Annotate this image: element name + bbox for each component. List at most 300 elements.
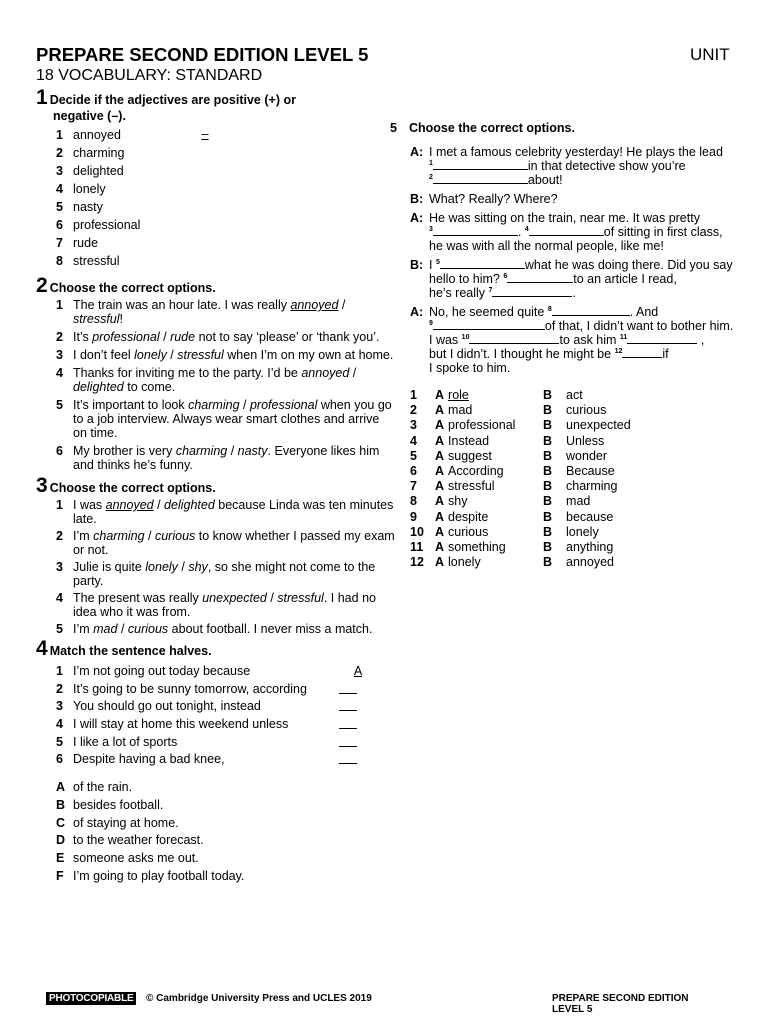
item-number: 4 xyxy=(56,591,63,605)
option-b-letter: B xyxy=(543,555,553,570)
separator: / xyxy=(338,298,346,312)
item-text: not to say ‘please’ or ‘thank you’. xyxy=(195,330,380,344)
item-number: 4 xyxy=(56,717,63,732)
option-1[interactable]: annoyed xyxy=(290,298,339,312)
option-a[interactable] xyxy=(435,449,543,464)
option-number: 5 xyxy=(410,448,417,463)
option-a[interactable] xyxy=(435,434,543,449)
option-b[interactable] xyxy=(543,494,590,509)
option-a-letter: A xyxy=(435,509,445,524)
option-a-text: despite xyxy=(448,509,489,524)
option-a[interactable] xyxy=(435,418,543,433)
option-row xyxy=(410,525,631,540)
exercise-2-heading xyxy=(36,276,396,296)
dialogue xyxy=(390,145,750,375)
option-b-text: act xyxy=(566,388,583,402)
option-b-text: anything xyxy=(566,539,614,554)
separator: / xyxy=(266,591,278,605)
item-number: 1 xyxy=(56,664,63,678)
gap-number: 12 xyxy=(614,347,623,355)
photocopiable-badge: PHOTOCOPIABLE xyxy=(46,992,136,1005)
dialogue-line xyxy=(390,192,750,206)
item-number: 6 xyxy=(56,218,63,232)
item-text: delighted xyxy=(73,164,124,178)
list-item xyxy=(56,734,396,752)
item-number: 3 xyxy=(56,699,63,714)
item-number: 3 xyxy=(56,164,63,178)
item-text: I like a lot of sports xyxy=(73,734,178,749)
option-b-text: Because xyxy=(566,463,615,478)
option-b-letter: B xyxy=(543,494,553,509)
dialogue-text: in that detective show you’re xyxy=(527,159,686,173)
list-item xyxy=(56,252,396,270)
option-b-text: mad xyxy=(566,494,591,509)
option-a-text: professional xyxy=(448,418,516,433)
list-item xyxy=(56,144,396,162)
option-a-text: According xyxy=(448,463,504,478)
list-item xyxy=(56,779,396,797)
gap-number: 11 xyxy=(619,333,628,341)
gap-number: 5 xyxy=(435,258,440,266)
page-subtitle: 18 VOCABULARY: STANDARD xyxy=(36,67,263,84)
option-a-letter: A xyxy=(435,418,445,433)
option-b-text: charming xyxy=(566,479,618,494)
gap-1[interactable] xyxy=(433,159,528,170)
list-item xyxy=(56,126,396,144)
item-text: of staying at home. xyxy=(73,815,179,830)
dialogue-text: of sitting in first class, xyxy=(603,225,723,239)
item-number: 5 xyxy=(56,200,63,214)
option-row xyxy=(410,464,631,479)
option-b-text: unexpected xyxy=(566,418,631,433)
exercise-instruction: Choose the correct options. xyxy=(408,121,575,135)
dialogue-text: I met a famous celebrity yesterday! He plays the lead xyxy=(429,145,723,159)
option-a[interactable] xyxy=(435,479,543,494)
answer-blank[interactable] xyxy=(339,699,357,711)
option-a-text: lonely xyxy=(448,555,481,570)
answer-blank[interactable] xyxy=(339,682,357,694)
item-text: I’m going to play football today. xyxy=(73,868,245,883)
item-text: professional xyxy=(73,218,141,232)
option-row xyxy=(410,540,631,555)
option-number: 12 xyxy=(410,555,424,570)
exercise-number: 1 xyxy=(36,86,48,109)
option-a-letter: A xyxy=(435,494,445,509)
option-a-letter: A xyxy=(435,388,445,402)
dialogue-line: B: I $^5$ what he was doing there. Did you say hello to him? $^6$ to an article I read, he’s really $^7$ . xyxy=(410,258,733,300)
option-a[interactable] xyxy=(435,540,543,555)
example-answer: A xyxy=(353,664,363,678)
option-number: 2 xyxy=(410,403,417,418)
item-text: Despite having a bad knee, xyxy=(73,752,225,767)
gap-9[interactable] xyxy=(433,319,545,330)
item-number: 8 xyxy=(56,254,63,268)
option-number: 10 xyxy=(410,524,424,539)
dialogue-text: to ask him xyxy=(559,333,617,347)
option-b[interactable] xyxy=(543,449,607,464)
option-a[interactable] xyxy=(435,403,543,418)
dialogue-line: A: He was sitting on the train, near me. It was pretty $^3$ . $^4$ of sitting in first class, he was with all the normal people, like me! xyxy=(410,211,723,253)
exercise-number: 5 xyxy=(390,121,397,135)
item-text: , so she might not come to the party. xyxy=(73,560,376,588)
gap-number: 1 xyxy=(429,159,433,167)
option-a[interactable] xyxy=(435,388,543,403)
option-b[interactable] xyxy=(543,403,606,418)
options-list xyxy=(36,298,396,472)
option-2[interactable]: delighted xyxy=(73,380,124,394)
option-b-text: wonder xyxy=(566,448,608,463)
separator: / xyxy=(227,444,238,458)
option-1[interactable]: charming xyxy=(93,529,145,543)
list-item xyxy=(56,832,396,850)
option-b-text: because xyxy=(566,509,614,524)
dialogue-text: hello to him? xyxy=(429,272,500,286)
item-text: rude xyxy=(73,236,99,250)
left-column xyxy=(36,88,396,885)
item-text: . Everyone likes him and thinks he’s funny. xyxy=(73,444,380,472)
item-number: 5 xyxy=(56,622,63,636)
item-text: charming xyxy=(73,146,125,160)
item-letter: D xyxy=(56,833,66,848)
gap-2[interactable] xyxy=(433,173,528,184)
item-text: when I’m on my own at home. xyxy=(223,348,394,362)
speaker-label: A: xyxy=(410,211,424,225)
option-b-letter: B xyxy=(543,539,553,554)
option-a-letter: A xyxy=(435,479,445,494)
exercise-3-heading xyxy=(36,476,396,496)
item-number: 7 xyxy=(56,236,63,250)
exercise-number: 3 xyxy=(36,474,48,497)
exercise-instruction: Choose the correct options. xyxy=(49,281,216,295)
option-b-letter: B xyxy=(543,479,553,494)
list-item xyxy=(56,751,396,769)
gap-number: 10 xyxy=(461,333,470,341)
item-number: 5 xyxy=(56,398,63,412)
item-text: I was xyxy=(73,498,106,512)
option-1[interactable]: charming xyxy=(175,444,228,458)
item-number: 3 xyxy=(56,560,63,574)
exercise-4 xyxy=(36,639,396,885)
dialogue-text: , xyxy=(700,333,705,347)
item-text: I’m xyxy=(73,529,94,543)
item-text: I’m not going out today because xyxy=(73,664,251,678)
option-a-text: curious xyxy=(448,524,489,539)
dialogue-text: I spoke to him. xyxy=(429,361,511,375)
dialogue-text: . And xyxy=(629,305,659,319)
gap-3[interactable] xyxy=(433,225,518,236)
exercise-instruction: Choose the correct options. xyxy=(49,481,216,495)
option-b-letter: B xyxy=(543,448,553,463)
page-title: PREPARE SECOND EDITION LEVEL 5 xyxy=(36,44,369,65)
dialogue-line xyxy=(390,145,750,187)
option-1[interactable]: lonely xyxy=(134,348,167,362)
list-item xyxy=(56,366,396,394)
option-a[interactable] xyxy=(435,510,543,525)
list-item xyxy=(56,815,396,833)
exercise-1-heading xyxy=(36,88,396,108)
item-text: stressful xyxy=(73,254,120,268)
item-text: I don’t feel xyxy=(73,348,135,362)
exercise-instruction: Decide if the adjectives are positive (+) or xyxy=(49,93,296,107)
list-item xyxy=(56,198,396,216)
answer-blank[interactable] xyxy=(339,735,357,747)
exercise-number: 4 xyxy=(36,637,48,660)
list-item xyxy=(56,850,396,868)
sentence-halves-list xyxy=(36,663,396,769)
item-number: 1 xyxy=(56,498,63,512)
item-number: 5 xyxy=(56,734,63,749)
list-item xyxy=(56,330,396,344)
gap-number: 3 xyxy=(429,225,433,233)
option-number: 8 xyxy=(410,494,417,509)
option-a-letter: A xyxy=(435,463,445,478)
gap-12[interactable] xyxy=(622,347,662,358)
list-item xyxy=(56,398,396,440)
item-text: The train was an hour late. I was really xyxy=(73,298,291,312)
item-text: I’m xyxy=(73,622,94,636)
option-number: 6 xyxy=(410,463,417,478)
unit-label: UNIT xyxy=(690,45,730,64)
option-b-letter: B xyxy=(543,388,553,402)
dialogue-text: but I didn’t. I thought he might be xyxy=(429,347,612,361)
option-row xyxy=(410,479,631,494)
option-number: 4 xyxy=(410,433,417,448)
dialogue-line xyxy=(390,305,750,375)
option-2[interactable]: stressful xyxy=(73,312,120,326)
item-text: I will stay at home this weekend unless xyxy=(73,717,289,732)
speaker-label: B: xyxy=(410,258,424,272)
option-1[interactable]: lonely xyxy=(145,560,178,574)
option-a-letter: A xyxy=(435,539,445,554)
item-number: 3 xyxy=(56,348,63,362)
option-1[interactable]: charming xyxy=(188,398,240,412)
option-2[interactable]: rude xyxy=(170,330,196,344)
adjective-list xyxy=(36,126,396,270)
list-item xyxy=(56,180,396,198)
speaker-label: B: xyxy=(410,192,424,206)
option-a[interactable] xyxy=(435,525,543,540)
item-number: 1 xyxy=(56,298,63,312)
item-number: 6 xyxy=(56,752,63,767)
right-column xyxy=(390,120,750,380)
dialogue-text: he’s really xyxy=(429,286,486,300)
option-b-text: annoyed xyxy=(566,555,614,570)
option-b[interactable] xyxy=(543,464,615,479)
option-2[interactable]: professional xyxy=(249,398,318,412)
separator: / xyxy=(349,366,357,380)
dialogue-text: what he was doing there. Did you say xyxy=(524,258,733,272)
option-a-text: suggest xyxy=(448,448,492,463)
item-number: 2 xyxy=(56,330,63,344)
option-2[interactable]: shy xyxy=(188,560,208,574)
option-1[interactable]: professional xyxy=(92,330,160,344)
list-item xyxy=(56,529,396,557)
option-a-text: role xyxy=(448,388,469,402)
list-item xyxy=(56,348,396,362)
dialogue-text: What? Really? Where? xyxy=(429,192,558,206)
option-b-letter: B xyxy=(543,433,553,448)
list-item xyxy=(56,498,396,526)
option-1[interactable]: mad xyxy=(93,622,118,636)
separator: / xyxy=(144,529,155,543)
gap-8[interactable] xyxy=(552,305,630,316)
option-b[interactable] xyxy=(543,388,583,403)
sentence-endings-list xyxy=(36,779,396,885)
speaker-label: A: xyxy=(410,305,424,319)
option-b-letter: B xyxy=(543,403,553,418)
item-text: Julie is quite xyxy=(73,560,146,574)
option-2[interactable]: stressful xyxy=(277,591,324,605)
item-text: My brother is very xyxy=(73,444,176,458)
gap-10[interactable] xyxy=(469,333,559,344)
separator: / xyxy=(153,498,165,512)
copyright-text: © Cambridge University Press and UCLES 2019 xyxy=(146,993,372,1004)
gap-11[interactable] xyxy=(627,333,697,344)
option-1[interactable]: annoyed xyxy=(105,498,154,512)
item-text: It’s xyxy=(73,330,93,344)
exercise-number: 2 xyxy=(36,274,48,297)
option-b[interactable] xyxy=(543,525,599,540)
option-2[interactable]: curious xyxy=(154,529,196,543)
footer-title: PREPARE SECOND EDITION LEVEL 5 xyxy=(552,993,689,1015)
dialogue-text: he was with all the normal people, like me! xyxy=(429,239,664,253)
gap-6[interactable] xyxy=(507,272,573,283)
list-item xyxy=(56,444,396,472)
option-a-text: Instead xyxy=(448,433,490,448)
item-text: You should go out tonight, instead xyxy=(73,699,261,714)
option-a-letter: A xyxy=(435,448,445,463)
gap-7[interactable] xyxy=(492,286,572,297)
option-b[interactable] xyxy=(543,479,617,494)
option-b-letter: B xyxy=(543,524,553,539)
item-number: 2 xyxy=(56,529,63,543)
list-item xyxy=(56,797,396,815)
option-a-letter: A xyxy=(435,433,445,448)
option-number: 3 xyxy=(410,418,417,433)
item-number: 4 xyxy=(56,366,63,380)
item-text: when you go to a job interview. Always wear smart clothes and arrive on time. xyxy=(73,398,392,440)
dialogue-text: I xyxy=(429,258,433,272)
option-b[interactable] xyxy=(543,434,604,449)
option-2[interactable]: curious xyxy=(127,622,169,636)
item-text: nasty xyxy=(73,200,103,214)
option-b-letter: B xyxy=(543,418,553,433)
option-a-text: stressful xyxy=(448,479,495,494)
option-b[interactable] xyxy=(543,555,614,570)
item-text: about football. I never miss a match. xyxy=(168,622,373,636)
option-b[interactable] xyxy=(543,418,631,433)
option-row xyxy=(410,403,631,418)
list-item xyxy=(56,868,396,886)
option-row xyxy=(410,418,631,433)
option-2[interactable]: delighted xyxy=(164,498,215,512)
option-b[interactable] xyxy=(543,540,613,555)
item-text: lonely xyxy=(73,182,106,196)
item-number: 6 xyxy=(56,444,63,458)
option-a-text: something xyxy=(448,539,506,554)
list-item xyxy=(56,622,396,636)
exercise-instruction: Match the sentence halves. xyxy=(49,644,212,658)
dialogue-text: about! xyxy=(527,173,563,187)
gap-number: 6 xyxy=(503,272,508,280)
option-a-letter: A xyxy=(435,555,445,570)
item-text: of the rain. xyxy=(73,780,133,795)
list-item xyxy=(56,663,396,681)
list-item xyxy=(56,560,396,588)
item-text: The present was really xyxy=(73,591,203,605)
option-1[interactable]: annoyed xyxy=(301,366,350,380)
dialogue-text: of that, I didn’t want to bother him. xyxy=(544,319,734,333)
exercise-4-heading xyxy=(36,639,396,659)
list-item xyxy=(56,162,396,180)
item-text: someone asks me out. xyxy=(73,850,199,865)
list-item xyxy=(56,216,396,234)
list-item xyxy=(56,681,396,699)
option-row xyxy=(410,510,631,525)
option-b-text: Unless xyxy=(566,433,605,448)
options-list xyxy=(36,498,396,636)
option-2[interactable]: stressful xyxy=(177,348,224,362)
list-item xyxy=(56,591,396,619)
gap-5[interactable] xyxy=(440,258,525,269)
item-text: to come. xyxy=(123,380,176,394)
gap-number: 9 xyxy=(429,319,433,327)
answer-blank[interactable] xyxy=(339,717,357,729)
dialogue-text: I was xyxy=(429,333,459,347)
option-2[interactable]: nasty xyxy=(237,444,268,458)
gap-number: 4 xyxy=(524,225,529,233)
exercise-instruction-cont: negative (–). xyxy=(53,109,126,123)
option-b-text: lonely xyxy=(566,524,599,539)
exercise-3 xyxy=(36,476,396,636)
dialogue-text: to an article I read, xyxy=(573,272,677,286)
example-answer: – xyxy=(201,126,209,141)
option-a[interactable] xyxy=(435,555,543,570)
item-text: annoyed xyxy=(73,128,121,142)
option-a[interactable] xyxy=(435,494,543,509)
gap-number: 2 xyxy=(429,173,433,181)
list-item xyxy=(56,716,396,734)
options-table xyxy=(410,388,631,570)
gap-number: 7 xyxy=(488,286,493,294)
option-a-text: shy xyxy=(448,494,468,509)
speaker-label: A: xyxy=(410,145,424,159)
gap-4[interactable] xyxy=(529,225,604,236)
separator: / xyxy=(239,398,250,412)
option-number: 11 xyxy=(410,539,424,554)
option-row xyxy=(410,555,631,570)
option-a[interactable] xyxy=(435,464,543,479)
list-item xyxy=(56,698,396,716)
dialogue-text: if xyxy=(662,347,669,361)
option-b[interactable] xyxy=(543,510,613,525)
dialogue-text: He was sitting on the train, near me. It was pretty xyxy=(429,211,700,225)
option-a-letter: A xyxy=(435,524,445,539)
item-text: because Linda was ten minutes late. xyxy=(73,498,394,526)
option-row xyxy=(410,449,631,464)
item-letter: A xyxy=(56,780,66,795)
option-number: 9 xyxy=(410,509,417,524)
item-letter: F xyxy=(56,868,64,883)
item-letter: E xyxy=(56,850,65,865)
option-b-text: curious xyxy=(566,403,607,418)
option-1[interactable]: unexpected xyxy=(202,591,267,605)
exercise-1 xyxy=(36,88,396,270)
answer-blank[interactable] xyxy=(339,752,357,764)
separator: / xyxy=(177,560,189,574)
item-text: Thanks for inviting me to the party. I’d be xyxy=(73,366,302,380)
item-text: . I had no idea who it was from. xyxy=(73,591,376,619)
